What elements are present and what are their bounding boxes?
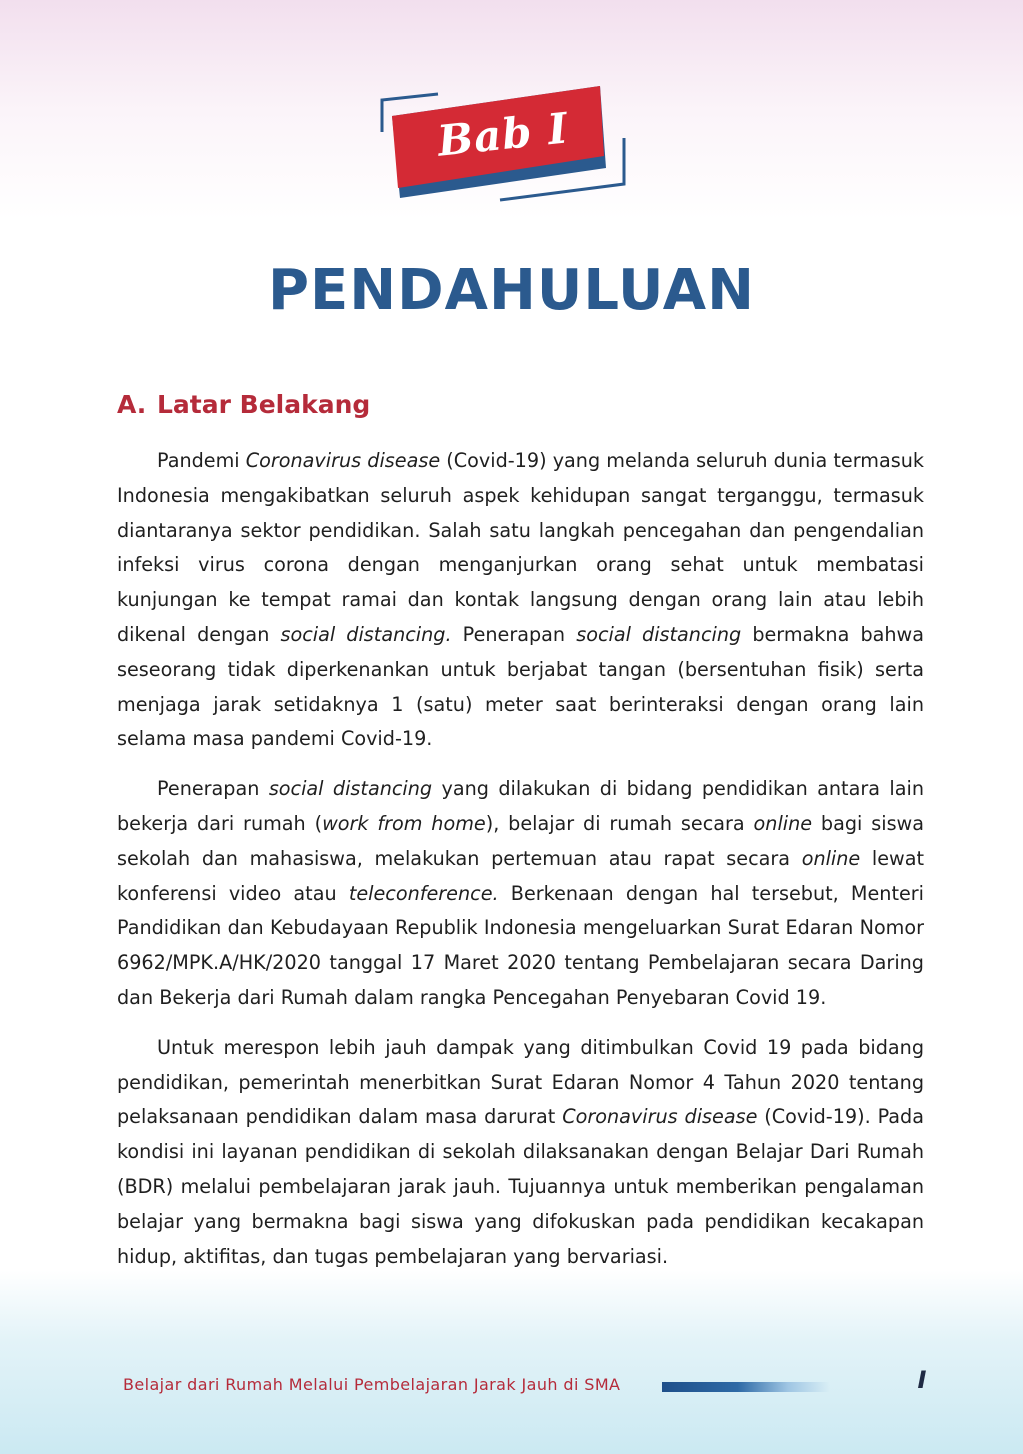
section-title: Latar Belakang <box>157 390 371 419</box>
italic-term: work from home <box>322 811 486 835</box>
chapter-badge <box>378 80 628 210</box>
italic-term: social distancing. <box>280 622 452 646</box>
section-number: A. <box>117 390 147 419</box>
text-run: bagi siswa sekolah dan mahasiswa, melakukan pertemuan atau rapat secara <box>117 811 925 870</box>
italic-term: Coronavirus disease <box>562 1105 758 1129</box>
italic-term: social distancing <box>268 777 433 801</box>
text-run: Untuk merespon lebih jauh dampak yang ditimbulkan Covid 19 pada bidang pendidikan, pemerintah menerbitkan Surat Edaran Nomor 4 Tahun 2020 tentang pelaksanaan pendidikan dalam masa darurat <box>117 1035 924 1129</box>
chapter-badge-label: Bab I <box>435 103 571 166</box>
section-heading <box>117 390 370 419</box>
text-run: ), belajar di rumah secara <box>485 811 754 835</box>
text-run: Pandemi <box>157 449 246 472</box>
italic-term: online <box>801 846 861 870</box>
italic-term: Coronavirus disease <box>245 449 441 472</box>
text-run: yang dilakukan di bidang pendidikan antara lain bekerja dari rumah ( <box>117 777 924 835</box>
footer-decorative-bar <box>662 1382 830 1392</box>
chapter-title: PENDAHULUAN <box>268 258 755 323</box>
text-run: (Covid-19) yang melanda seluruh dunia termasuk Indonesia mengakibatkan seluruh aspek kehidupan sangat terganggu, termasuk diantaranya sektor pendidikan. Salah satu langkah pencegahan dan pengendalian infeksi virus corona dengan menganjurkan orang sehat untuk membatasi kunjungan ke tempat ramai dan kontak langsung dengan orang lain atau lebih dikenal dengan <box>117 449 924 646</box>
text-run: Berkenaan dengan hal tersebut, Menteri Pandidikan dan Kebudayaan Republik Indonesia mengeluarkan Surat Edaran Nomor 6962/MPK.A/HK/2020 tanggal 17 Maret 2020 tentang Pembelajaran secara Daring dan Bekerja dari Rumah dalam rangka Pencegahan Penyebaran Covid 19. <box>117 881 924 1009</box>
text-run: lewat konferensi video atau <box>117 846 924 905</box>
body-text <box>117 444 924 1289</box>
italic-term: teleconference. <box>348 881 499 905</box>
text-run: Penerapan <box>451 622 577 646</box>
text-run: (Covid-19). Pada kondisi ini layanan pendidikan di sekolah dilaksanakan dengan Belajar Dari Rumah (BDR) melalui pembelajaran jarak jauh. Tujuannya untuk memberikan pengalaman belajar yang bermakna bagi siswa yang difokuskan pada pendidikan kecakapan hidup, aktifitas, dan tugas pembelajaran yang bervariasi. <box>117 1105 924 1268</box>
text-run: Penerapan <box>157 777 269 801</box>
paragraph <box>117 772 924 1016</box>
page-number: I <box>917 1366 927 1394</box>
italic-term: social distancing <box>576 622 742 646</box>
running-footer-title: Belajar dari Rumah Melalui Pembelajaran Jarak Jauh di SMA <box>123 1375 621 1394</box>
text-run: bermakna bahwa seseorang tidak diperkenankan untuk berjabat tangan (bersentuhan fisik) serta menjaga jarak setidaknya 1 (satu) meter saat berinteraksi dengan orang lain selama masa pandemi Covid-19. <box>117 622 924 751</box>
paragraph <box>117 444 924 757</box>
paragraph <box>117 1031 924 1275</box>
italic-term: online <box>753 811 813 835</box>
